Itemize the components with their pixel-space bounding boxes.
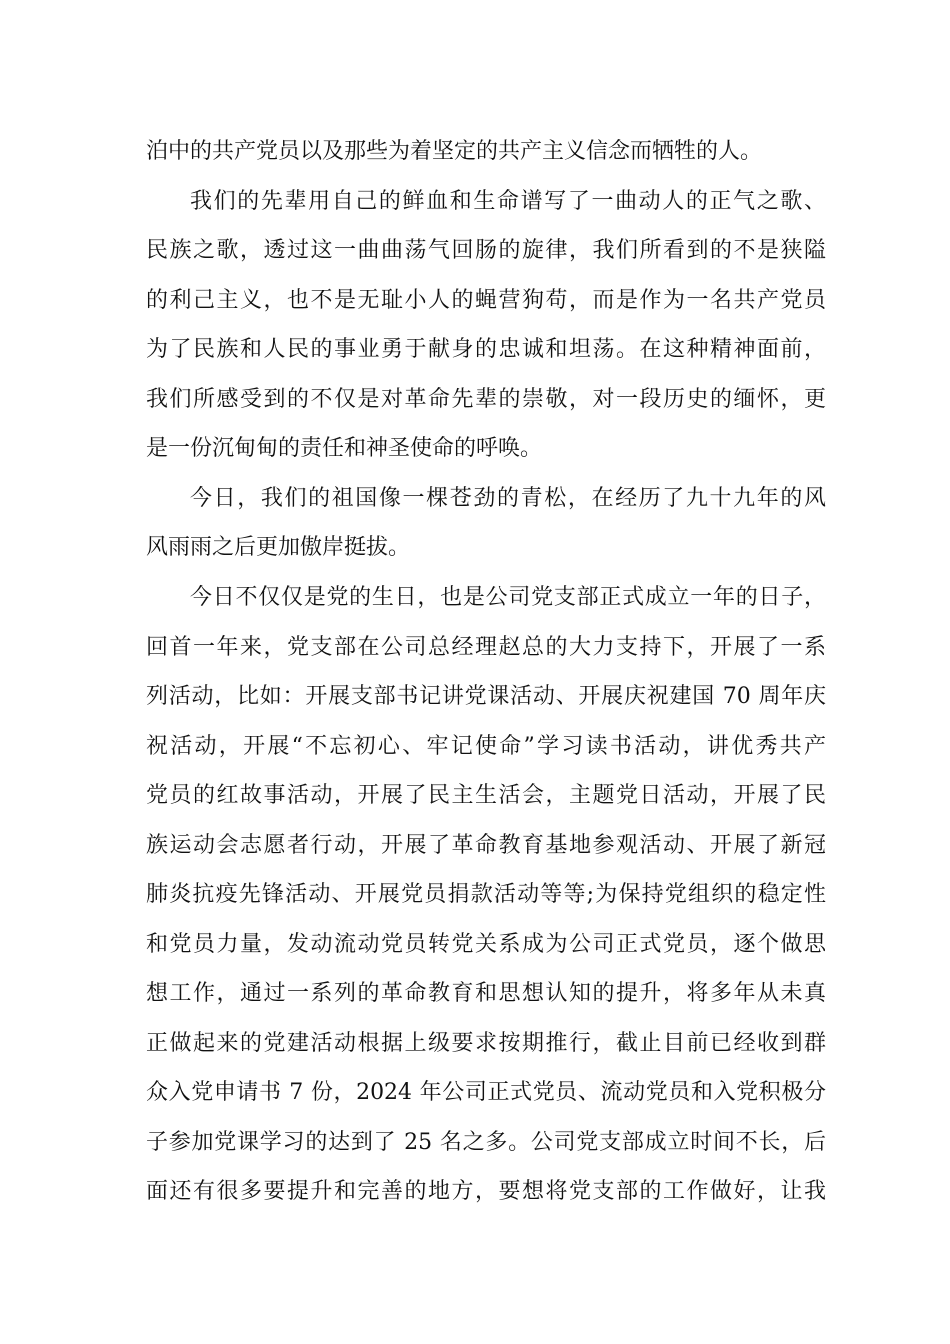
text-line: 回首一年来，党支部在公司总经理赵总的大力支持下，开展了一系 <box>146 635 826 660</box>
text-line: 民族之歌，透过这一曲曲荡气回肠的旋律，我们所看到的不是狭隘 <box>146 238 826 263</box>
text-line: 列活动，比如：开展支部书记讲党课活动、开展庆祝建国 70 周年庆 <box>146 684 826 709</box>
text-line: 党员的红故事活动，开展了民主生活会，主题党日活动，开展了民 <box>146 783 826 808</box>
text-line: 今日，我们的祖国像一棵苍劲的青松，在经历了九十九年的风 <box>190 486 826 511</box>
text-line: 今日不仅仅是党的生日，也是公司党支部正式成立一年的日子， <box>190 585 826 610</box>
text-line: 肺炎抗疫先锋活动、开展党员捐款活动等等;为保持党组织的稳定性 <box>146 882 826 907</box>
text-line: 祝活动，开展“不忘初心、牢记使命”学习读书活动，讲优秀共产 <box>146 734 826 759</box>
text-line: 泊中的共产党员以及那些为着坚定的共产主义信念而牺牲的人。 <box>146 139 763 164</box>
text-line: 众入党申请书 7 份，2024 年公司正式党员、流动党员和入党积极分 <box>146 1080 826 1105</box>
text-line: 风雨雨之后更加傲岸挺拔。 <box>146 535 411 560</box>
text-line: 子参加党课学习的达到了 25 名之多。公司党支部成立时间不长，后 <box>146 1130 826 1155</box>
text-line: 我们的先辈用自己的鲜血和生命谱写了一曲动人的正气之歌、 <box>190 189 826 214</box>
text-line: 面还有很多要提升和完善的地方，要想将党支部的工作做好，让我 <box>146 1179 826 1204</box>
text-line: 我们所感受到的不仅是对革命先辈的崇敬，对一段历史的缅怀，更 <box>146 387 826 412</box>
text-line: 族运动会志愿者行动，开展了革命教育基地参观活动、开展了新冠 <box>146 833 826 858</box>
text-line: 的利己主义，也不是无耻小人的蝇营狗苟，而是作为一名共产党员 <box>146 288 826 313</box>
text-line: 是一份沉甸甸的责任和神圣使命的呼唤。 <box>146 436 543 461</box>
text-line: 为了民族和人民的事业勇于献身的忠诚和坦荡。在这种精神面前， <box>146 337 826 362</box>
text-line: 想工作，通过一系列的革命教育和思想认知的提升，将多年从未真 <box>146 981 826 1006</box>
text-line: 和党员力量，发动流动党员转党关系成为公司正式党员，逐个做思 <box>146 932 826 957</box>
text-line: 正做起来的党建活动根据上级要求按期推行，截止目前已经收到群 <box>146 1031 826 1056</box>
